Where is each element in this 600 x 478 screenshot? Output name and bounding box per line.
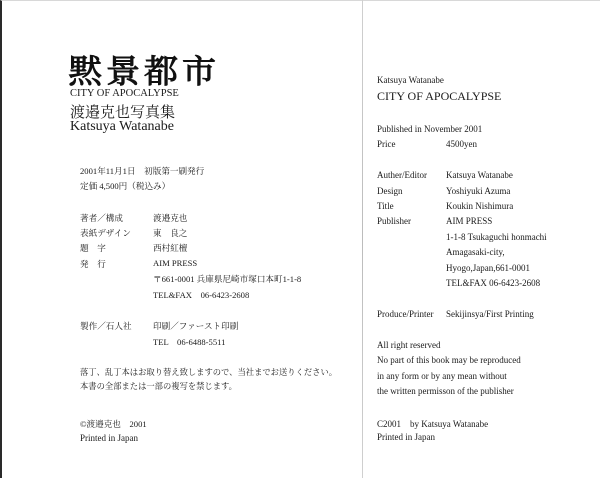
right-copyright: C2001 by Katsuya Watanabe	[377, 419, 489, 429]
left-printed-in: Printed in Japan	[80, 433, 138, 443]
price-value: 4500yen	[446, 139, 477, 149]
left-copyright: ©渡邉克也 2001	[80, 419, 147, 429]
book-gutter	[362, 0, 363, 478]
title-label: 題 字	[80, 243, 106, 253]
publisher-line: 1-1-8 Tsukaguchi honmachi	[446, 232, 547, 242]
publisher-line: TEL&FAX 06-6423-2608	[446, 278, 541, 288]
rights-line: in any form or by any mean without	[377, 371, 507, 381]
printer-tel: TEL 06-6488-5511	[153, 337, 226, 347]
publisher-label: 発 行	[80, 259, 106, 269]
notice-1: 落丁、乱丁本はお取り替え致しますので、当社までお送りください。	[80, 368, 338, 377]
title-label-en: Title	[377, 201, 394, 211]
printer-value-en: Sekijinsya/First Printing	[446, 309, 534, 319]
publisher-name: AIM PRESS	[153, 258, 198, 268]
printer-label: 製作／石人社	[80, 321, 132, 331]
publisher-tel: TEL&FAX 06-6423-2608	[153, 290, 250, 300]
left-title-jp: 渡邉克也写真集	[70, 105, 176, 121]
right-author: Katsuya Watanabe	[377, 75, 444, 85]
publisher-line: Amagasaki-city,	[446, 247, 505, 257]
editor-label: Auther/Editor	[377, 170, 427, 180]
title-value: 西村紅檀	[153, 243, 188, 253]
publisher-line: AIM PRESS	[446, 216, 493, 226]
published-line: Published in November 2001	[377, 124, 483, 134]
editor-value: Katsuya Watanabe	[446, 170, 513, 180]
right-printed-in: Printed in Japan	[377, 432, 435, 442]
publisher-address: 〒661-0001 兵庫県尼崎市塚口本町1-1-8	[153, 274, 302, 284]
price: 定価 4,500円（税込み）	[80, 181, 171, 191]
pub-date: 2001年11月1日 初版第一刷発行	[80, 166, 205, 176]
printer-value: 印刷／ファースト印刷	[153, 321, 239, 331]
printer-label-en: Produce/Printer	[377, 309, 434, 319]
publisher-line: Hyogo,Japan,661-0001	[446, 263, 530, 273]
publisher-label-en: Publisher	[377, 216, 412, 226]
price-label: Price	[377, 139, 396, 149]
left-author-en: Katsuya Watanabe	[70, 119, 174, 134]
title-value-en: Koukin Nishimura	[446, 201, 514, 211]
left-title-en: CITY OF APOCALYPSE	[70, 88, 179, 99]
design-label-en: Design	[377, 186, 403, 196]
design-value-en: Yoshiyuki Azuma	[446, 186, 511, 196]
right-title: CITY OF APOCALYPSE	[377, 89, 502, 103]
author-label: 著者／構成	[80, 213, 123, 223]
design-label: 表紙デザイン	[80, 228, 131, 238]
author-value: 渡邉克也	[153, 213, 188, 223]
rights-line: All right reserved	[377, 340, 441, 350]
design-value: 東 良之	[153, 228, 188, 238]
calligraphy-title: 黙景都市	[68, 52, 220, 91]
rights-line: No part of this book may be reproduced	[377, 355, 521, 365]
rights-line: the written permisson of the publisher	[377, 386, 514, 396]
notice-2: 本書の全部または一部の複写を禁じます。	[80, 382, 237, 391]
